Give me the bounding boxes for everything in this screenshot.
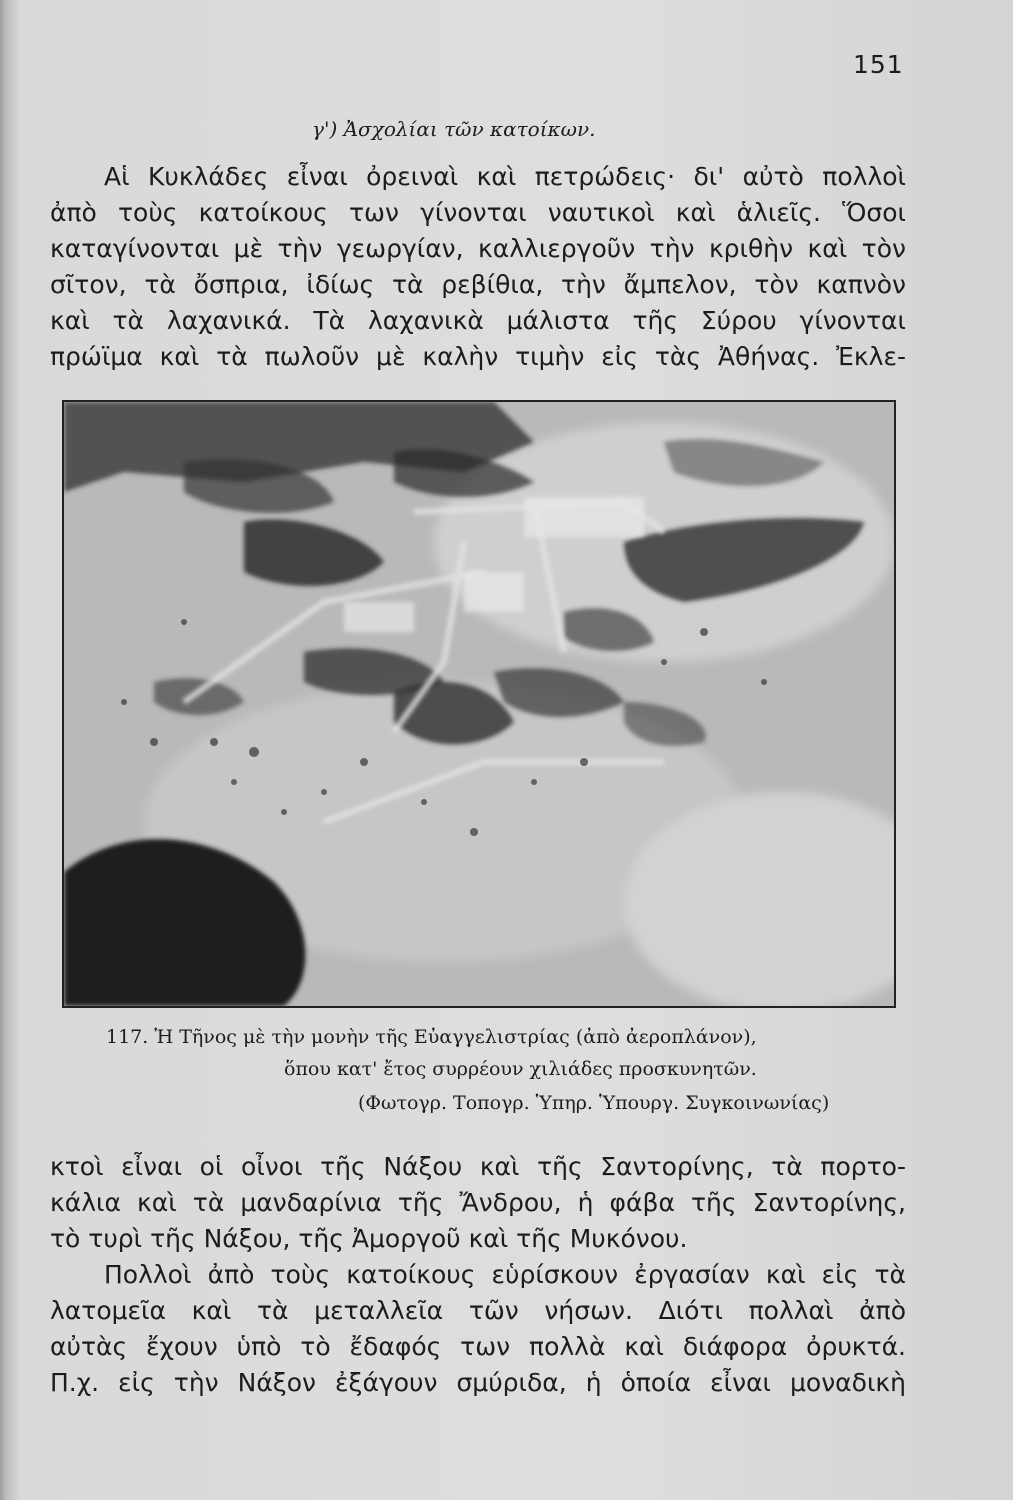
section-heading: γ') Ἀσχολίαι τῶν κατοίκων. xyxy=(312,117,596,141)
text-line: κάλια καὶ τὰ μανδαρίνια τῆς Ἄνδρου, ἡ φάβα τῆς Σαντορίνης, xyxy=(50,1188,906,1217)
text-line: τὸ τυρὶ τῆς Νάξου, τῆς Ἀμοργοῦ καὶ τῆς Μυκόνου. xyxy=(50,1224,688,1253)
text-line: αὐτὰς ἔχουν ὑπὸ τὸ ἔδαφός των πολλὰ καὶ διάφορα ὀρυκτά. xyxy=(50,1332,906,1361)
page-number: 151 xyxy=(853,50,904,79)
text-line: ἀπὸ τοὺς κατοίκους των γίνονται ναυτικοὶ καὶ ἁλιεῖς. Ὅσοι xyxy=(50,198,906,227)
caption-line: 117. Ἡ Τῆνος μὲ τὴν μονὴν τῆς Εὐαγγελιστρίας (ἀπὸ ἀεροπλάνον), xyxy=(106,1026,757,1048)
text-line: Αἱ Κυκλάδες εἶναι ὀρειναὶ καὶ πετρώδεις· δι' αὐτὸ πολλοὶ xyxy=(104,162,906,191)
text-line: σῖτον, τὰ ὄσπρια, ἰδίως τὰ ρεβίθια, τὴν ἄμπελον, τὸν καπνὸν xyxy=(50,270,906,299)
caption-line: ὅπου κατ' ἔτος συρρέουν χιλιάδες προσκυνητῶν. xyxy=(284,1058,757,1080)
text-line: Π.χ. εἰς τὴν Νάξον ἐξάγουν σμύριδα, ἡ ὁποία εἶναι μοναδικὴ xyxy=(50,1368,906,1397)
text-line: κτοὶ εἶναι οἱ οἶνοι τῆς Νάξου καὶ τῆς Σαντορίνης, τὰ πορτο- xyxy=(50,1152,906,1181)
text-line: Πολλοὶ ἀπὸ τοὺς κατοίκους εὑρίσκουν ἐργασίαν καὶ εἰς τὰ xyxy=(104,1260,906,1289)
photo-credit: (Φωτογρ. Τοπογρ. Ὑπηρ. Ὑπουργ. Συγκοινωνίας) xyxy=(358,1092,830,1114)
aerial-photo-image xyxy=(64,402,894,1006)
text-line: λατομεῖα καὶ τὰ μεταλλεῖα τῶν νήσων. Διότι πολλαὶ ἀπὸ xyxy=(50,1296,906,1325)
photo-tinos-aerial xyxy=(62,400,896,1008)
text-line: καταγίνονται μὲ τὴν γεωργίαν, καλλιεργοῦν τὴν κριθὴν καὶ τὸν xyxy=(50,234,906,263)
text-line: πρώϊμα καὶ τὰ πωλοῦν μὲ καλὴν τιμὴν εἰς τὰς Ἀθήνας. Ἐκλε- xyxy=(50,342,906,371)
text-line: καὶ τὰ λαχανικά. Τὰ λαχανικὰ μάλιστα τῆς Σύρου γίνονται xyxy=(50,306,906,335)
